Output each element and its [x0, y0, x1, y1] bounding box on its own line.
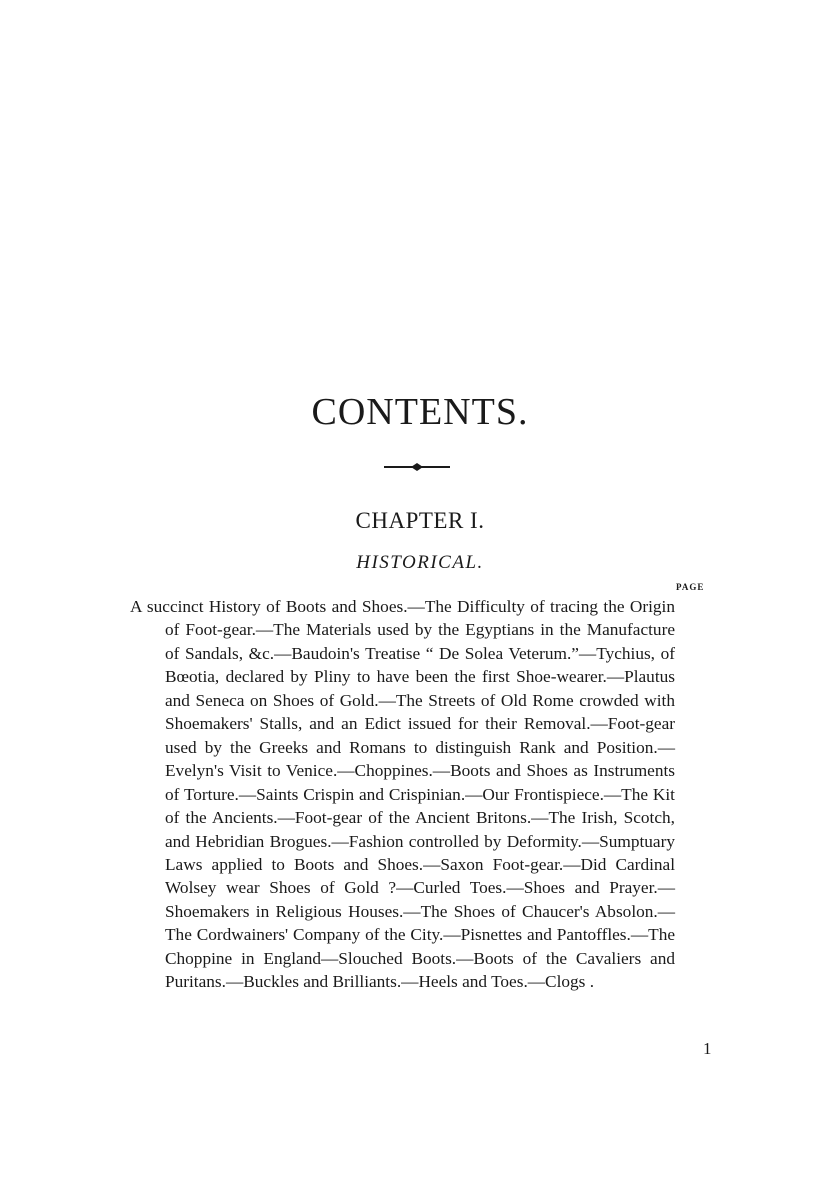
page-column-label: PAGE [676, 582, 705, 592]
contents-entry: A succinct History of Boots and Shoes.—The Difficulty of tracing the Origin of Foot-gear.—The Materials used by the Egyptians in the Manufacture of Sandals, &c.—Baudoin's Treatise “ De Solea Veterum.”—Tychius, of Bœotia, declared by Pliny to have been the first Shoe-wearer.—Plautus and Seneca on Shoes of Gold.—The Streets of Old Rome crowded with Shoemakers' Stalls, and an Edict issued for their Removal.—Foot-gear used by the Greeks and Romans to distinguish Rank and Position.—Evelyn's Visit to Venice.—Choppines.—Boots and Shoes as Instruments of Torture.—Saints Crispin and Crispinian.—Our Frontispiece.—The Kit of the Ancients.—Foot-gear of the Ancient Britons.—The Irish, Scotch, and Hebridian Brogues.—Fashion controlled by Deformity.—Sumptuary Laws applied to Boots and Shoes.—Saxon Foot-gear.—Did Cardinal Wolsey wear Shoes of Gold ?—Curled Toes.—Shoes and Prayer.—Shoemakers in Religious Houses.—The Shoes of Chaucer's Absolon.—The Cordwainers' Company of the City.—Pisnettes and Pantoffles.—The Choppine in England—Slouched Boots.—Boots of the Cavaliers and Puritans.—Buckles and Brilliants.—Heels and Toes.—Clogs . [130, 597, 675, 992]
ornament-divider [384, 462, 450, 472]
chapter-subtitle: HISTORICAL. [356, 552, 484, 573]
entry-page-number: 1 [703, 1039, 712, 1058]
chapter-heading: CHAPTER I. [355, 508, 485, 533]
page-title: CONTENTS. [311, 391, 529, 433]
